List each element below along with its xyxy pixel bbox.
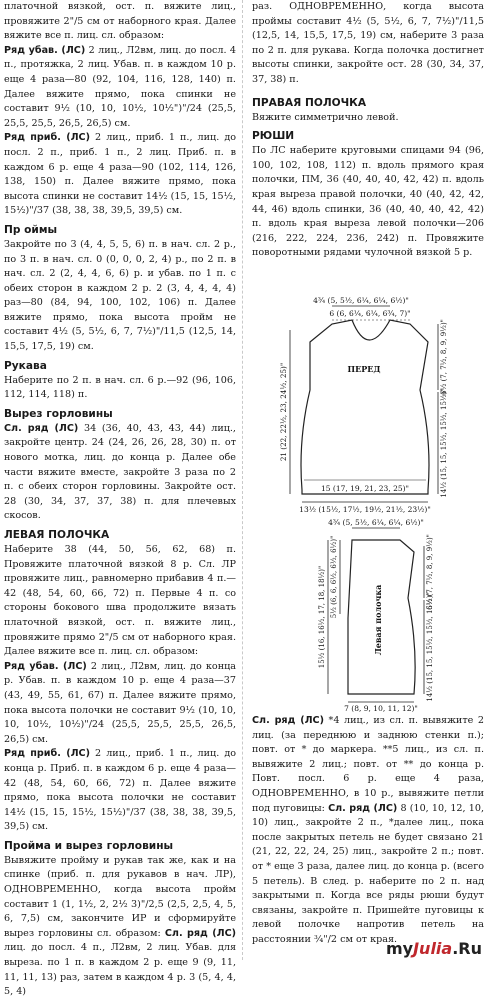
- front-neck-width: 6 (6, 6¼, 6¼, 6¾, 7)": [329, 309, 411, 318]
- back-dec-row: Ряд убав. (ЛС) 2 лиц., Л2вм, лиц. до посл. 4 п., протяжка, 2 лиц. Убав. п. в каждом 10 р. еще 4 раза—80 (92, 104, 116, 128, 140) п. Далее вяжите прямо, пока спинки не составит 9½ (10, 10, 10½, 10½")"/24 (25,5, 25,5, 25,5, 26,5, 26,5) см.: [4, 44, 236, 129]
- front-armhole-height: 6½ (7, 7½, 8, 9, 9½)": [440, 319, 448, 395]
- left-front-heading: ЛЕВАЯ ПОЛОЧКА: [4, 529, 110, 541]
- lf-neck-depth: 5½ (6, 6, 6½, 6½, 6½)": [330, 535, 338, 619]
- front-left-height: 21 (22, 22½, 23, 24½, 25)": [279, 362, 288, 462]
- neck-heading: Вырез горловины: [4, 407, 113, 420]
- right-column-bottom: [252, 714, 484, 948]
- neck-text: Сл. ряд (ЛС) 34 (36, 40, 43, 43, 44) лиц., закройте центр. 24 (24, 26, 26, 28, 30) п. от нового мотка, лиц. до конца р. Далее обе части вяжите вместе, закройте 3 раза по 2 п. с обеих сторон горловины. Закройте ост. 28 (30, 34, 37, 37, 38) п. для плечевых скосов.: [4, 422, 236, 522]
- lf-label: Левая полочка: [373, 584, 383, 656]
- lf-armhole-height: 6½ (7, 7½, 8, 9, 9½)": [426, 534, 434, 610]
- armhole-heading: Пр оймы: [4, 223, 58, 236]
- column-divider: [242, 0, 243, 960]
- left-column: [4, 0, 236, 1000]
- right-top-text: раз. ОДНОВРЕМЕННО, когда высота проймы составит 4½ (5, 5½, 6, 7, 7½)"/11,5 (12,5, 14, 15,5, 17,5, 19) см, наберите 3 раза по 2 п. для рукава. Когда полочка достигнет высоты спинки, закройте ост. 28 (30, 34, 37, 37, 38) п.: [252, 1, 484, 85]
- lf-inc-row: Ряд приб. (ЛС) 2 лиц., приб. 1 п., лиц. до конца р. Приб. п. в каждом 6 р. еще 4 раза—42 (48, 54, 60, 66, 72) п. Далее вяжите прямо, пока высота полочки не составит 14½ (15, 15, 15½, 15½)"/37 (38, 38, 38, 39,5, 39,5) см.: [4, 748, 236, 833]
- front-label: ПЕРЕД: [347, 364, 381, 374]
- ruffle-row-1: Сл. ряд (ЛС) *4 лиц., из сл. п. вывяжите 2 лиц. (за переднюю и заднюю стенки п.); повт. от * до маркера. **5 лиц., из сл. п. вывяжите 2 лиц.; повт. от ** до конца р. Повт. посл. 6 р. еще 4 раза, ОДНОВРЕМЕННО, в 10 р., вывяжите петли под пуговицы: Сл. ряд (ЛС) 8 (10, 10, 12, 10, 10) лиц., закройте 2 п., *далее лиц., пока после закрытых петель не будет связано 21 (21, 22, 22, 24, 25) лиц., закройте 2 п.; повт. от * еще 3 раза, далее лиц. до конца р. (всего 5 петель). В след. р. наберите по 2 п. над закрытыми п. Когда все ряды рюши будут связаны, закройте п. Пришейте пуговицы к левой полочке напротив петель на расстоянии ¾"/2 см от края.: [252, 715, 484, 945]
- back-inc-row: Ряд приб. (ЛС) 2 лиц., приб. 1 п., лиц. до посл. 2 п., приб. 1 п., 2 лиц. Приб. п. в каждом 6 р. еще 4 раза—90 (102, 114, 126, 138, 150) п. Далее вяжите прямо, пока высота спинки не составит 14½ (15, 15, 15½, 15½)"/37 (38, 38, 38, 39,5, 39,5) см.: [4, 132, 236, 217]
- armhole-text: Закройте по 3 (4, 4, 5, 5, 6) п. в нач. сл. 2 р., по 3 п. в нач. сл. 0 (0, 0, 0, 2, 4) р., по 2 п. в нач. сл. 2 (2, 4, 4, 6, 6) р. и убав. по 1 п. с обеих сторон в каждом 2 р. 2 (3, 4, 4, 4, 4) раз—80 (84, 94, 100, 102, 106) п. Далее вяжите прямо, пока высота пройм не составит 4½ (5, 5½, 6, 7, 7½)"/11,5 (12,5, 14, 15,5, 17,5, 19) см.: [4, 238, 236, 353]
- right-front-text: Вяжите симметрично левой.: [252, 111, 399, 123]
- front-outline: [301, 320, 429, 494]
- front-side-height: 14½ (15, 15, 15½, 15½, 15½)": [440, 388, 448, 498]
- front-schematic-drawing: [250, 290, 482, 522]
- front-hem-width: 13½ (15½, 17½, 19½, 21½, 23½)": [299, 505, 431, 514]
- ruffle-text: По ЛС наберите круговыми спицами 94 (96, 100, 102, 108, 112) п. вдоль прямого края полочки, ПМ, 36 (40, 40, 40, 42, 42) п. вдоль края выреза правой полочки, 40 (40, 42, 42, 44, 46) вдоль спинки, 36 (40, 40, 40, 42, 42) п. вдоль края выреза левой полочки—206 (216, 222, 224, 236, 242) п. Провяжите поворотными рядами чулочной вязкой 5 р.: [252, 145, 484, 259]
- right-front-heading: ПРАВАЯ ПОЛОЧКА: [252, 96, 367, 109]
- inc-row-label: Ряд приб. (ЛС): [4, 132, 90, 144]
- lf-top-width: 4¾ (5, 5½, 6¼, 6¼, 6½)": [328, 518, 424, 527]
- lf-dec-row: Ряд убав. (ЛС) 2 лиц., Л2вм, лиц. до конца р. Убав. п. в каждом 10 р. еще 4 раза—37 (43, 49, 55, 61, 67) п. Далее вяжите прямо, пока высота полочки не составит 9½ (10, 10, 10, 10½, 10½)"/24 (25,5, 25,5, 25,5, 26,5, 26,5) см.: [4, 660, 236, 745]
- ruffle-heading: РЮШИ: [252, 130, 295, 143]
- left-front-schematic: [250, 518, 482, 718]
- left-front-schematic-drawing: [250, 518, 482, 714]
- lf-armhole-text: Вывяжите пройму и рукав так же, как и на спинке (приб. п. для рукавов в нач. ЛР), ОДНОВРЕМЕННО, когда высота пройм составит 1 (1, 1½, 2, 2½ 3)"/2,5 (2,5, 2,5, 4, 5, 6, 7,5) см, закончите ИР и сформируйте вырез горловины сл. образом: Сл. ряд (ЛС) лиц. до посл. 4 п., Л2вм, 2 лиц. Убав. для выреза. по 1 п. в каждом 2 р. еще 9 (9, 11, 11, 11, 13) раз, затем в каждом 4 р. 3 (5, 4, 4, 5, 4): [4, 854, 236, 998]
- right-column-top: [252, 0, 484, 261]
- lf-hem-width: 7 (8, 9, 10, 11, 12)": [344, 704, 418, 713]
- sleeve-heading: Рукава: [4, 359, 47, 372]
- back-intro: платочной вязкой, ост. п. вяжите лиц., провяжите 2"/5 см от наборного края. Далее вяжите все п. лиц. сл. образом:: [4, 1, 236, 42]
- lf-armhole-heading: Пройма и вырез горловины: [4, 839, 174, 852]
- front-schematic: [250, 290, 482, 526]
- front-top-width: 4¾ (5, 5½, 6¼, 6¼, 6½)": [313, 296, 409, 305]
- front-waist-width: 15 (17, 19, 21, 23, 25)": [320, 484, 410, 493]
- sleeve-text: Наберите по 2 п. в нач. сл. 6 р.—92 (96, 106, 112, 114, 118) п.: [4, 374, 236, 401]
- left-front-text: Наберите 38 (44, 50, 56, 62, 68) п. Провяжите платочной вязкой 8 р. Сл. ЛР провяжите лиц., равномерно прибавив 4 п.—42 (48, 54, 60, 66, 72) п. Первые 4 п. со стороны бокового шва продолжите вязать платочной вязкой, ост. п. вяжите лиц., провяжите прямо 2"/5 см от наборного края. Далее вяжите все п. лиц. сл. образом:: [4, 544, 236, 658]
- site-logo: myJulia.Ru: [385, 939, 482, 958]
- dec-row-label: Ряд убав. (ЛС): [4, 44, 86, 56]
- lf-side-height: 14½ (15, 15, 15½, 15½, 15½)": [426, 592, 434, 702]
- lf-left-height: 15½ (16, 16½, 17, 18, 18½)": [318, 565, 326, 669]
